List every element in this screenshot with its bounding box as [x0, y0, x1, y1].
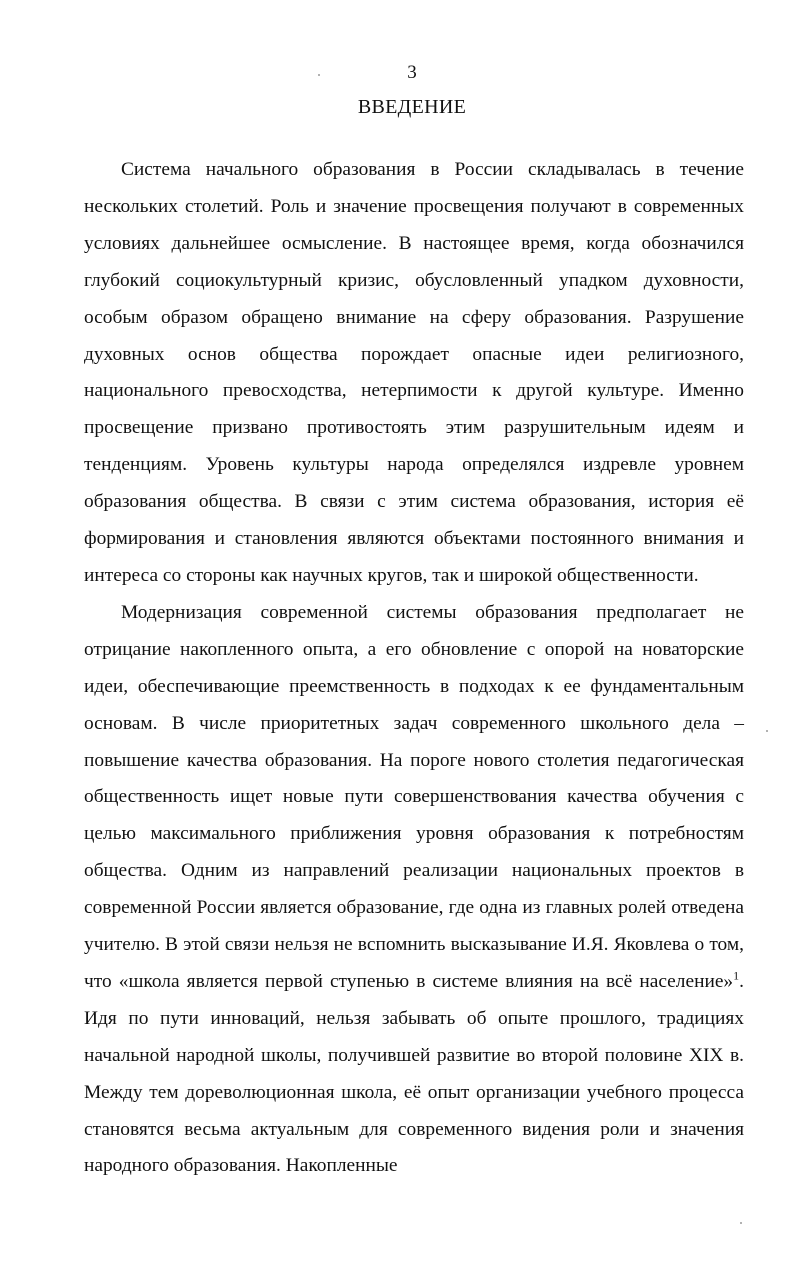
- paragraph-intro: Система начального образования в России складывалась в течение нескольких столетий. Роль и значение просвещения получают в современных условиях дальнейшее осмысление. В настоящее время, когда обозначился глубокий социокультурный кризис, обусловленный упадком духовности, особым образом обращено внимание на сферу образования. Разрушение духовных основ общества порождает опасные идеи религиозного, национального превосходства, нетерпимости к другой культуре. Именно просвещение призвано противостоять этим разрушительным идеям и тенденциям. Уровень культуры народа определялся издревле уровнем образования общества. В связи с этим система образования, история её формирования и становления являются объектами постоянного внимания и интереса со стороны как научных кругов, так и широкой общественности.: [84, 159, 744, 586]
- page-number: 3: [407, 62, 417, 83]
- paragraph-modernization: [84, 595, 744, 1186]
- paragraph-text: Модернизация современной системы образования предполагает не отрицание накопленного опыта, а его обновление с опорой на новаторские идеи, обеспечивающие преемственность в подходах к ее фундаментальным основам. В числе приоритетных задач современного школьного дела – повышение качества образования. На пороге нового столетия педагогическая общественность ищет новые пути совершенствования качества обучения с целью максимального приближения уровня образования к потребностям общества. Одним из направлений реализации национальных проектов в современной России является образование, где одна из главных ролей отведена учителю. В этой связи нельзя не вспомнить высказывание И.Я. Яковлева о том, что «школа является первой ступенью в системе влияния на всё население»: [84, 601, 744, 992]
- scan-speck: [318, 74, 320, 76]
- section-heading: ВВЕДЕНИЕ: [357, 96, 467, 118]
- body-text: [84, 152, 744, 1185]
- footnote-mark: 1: [733, 968, 740, 983]
- scan-speck: [740, 1222, 742, 1224]
- paragraph-text-continued: . Идя по пути инноваций, нельзя забывать об опыте прошлого, традициях начальной народной школы, получившей развитие во второй половине XIX в. Между тем дореволюционная школа, её опыт организации учебного процесса становятся весьма актуальным для современного видения роли и значения народного образования. Накопленные: [84, 970, 744, 1177]
- scan-speck: [766, 730, 768, 732]
